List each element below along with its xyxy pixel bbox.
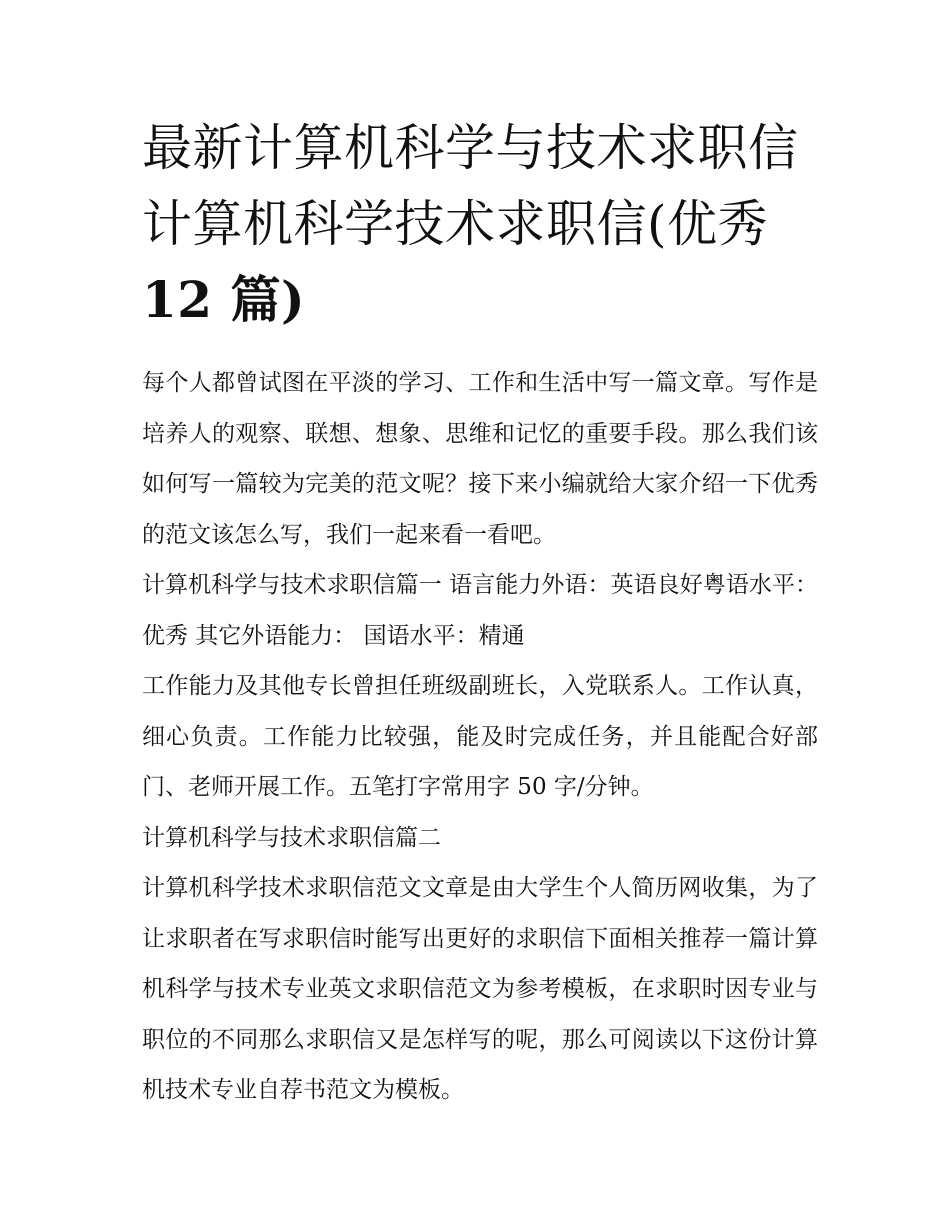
title-line-3: 12 篇) bbox=[142, 270, 306, 329]
section-two-paragraph: 计算机科学技术求职信范文文章是由大学生个人简历网收集，为了让求职者在写求职信时能写出更好的求职信下面相关推荐一篇计算机科学与技术专业英文求职信范文为参考模板，在求职时因专业与职位的不同那么求职信又是怎样写的呢，那么可阅读以下这份计算机技术专业自荐书范文为模板。 bbox=[142, 875, 818, 1103]
document-page bbox=[142, 110, 818, 1116]
section-one-paragraph: 计算机科学与技术求职信篇一 语言能力外语：英语良好粤语水平：优秀 其它外语能力： 国语水平：精通 bbox=[142, 572, 818, 649]
title-line-2: 计算机科学技术求职信(优秀 bbox=[142, 195, 769, 253]
document-title bbox=[142, 110, 818, 338]
work-ability-paragraph: 工作能力及其他专长曾担任班级副班长，入党联系人。工作认真，细心负责。工作能力比较强，能及时完成任务，并且能配合好部门、老师开展工作。五笔打字常用字 50 字/分钟。 bbox=[142, 673, 818, 800]
title-line-1: 最新计算机科学与技术求职信 bbox=[142, 119, 799, 177]
section-two-heading: 计算机科学与技术求职信篇二 bbox=[142, 824, 441, 851]
document-body bbox=[142, 358, 818, 1116]
intro-paragraph: 每个人都曾试图在平淡的学习、工作和生活中写一篇文章。写作是培养人的观察、联想、想象、思维和记忆的重要手段。那么我们该如何写一篇较为完美的范文呢？接下来小编就给大家介绍一下优秀的范文该怎么写，我们一起来看一看吧。 bbox=[142, 370, 818, 548]
